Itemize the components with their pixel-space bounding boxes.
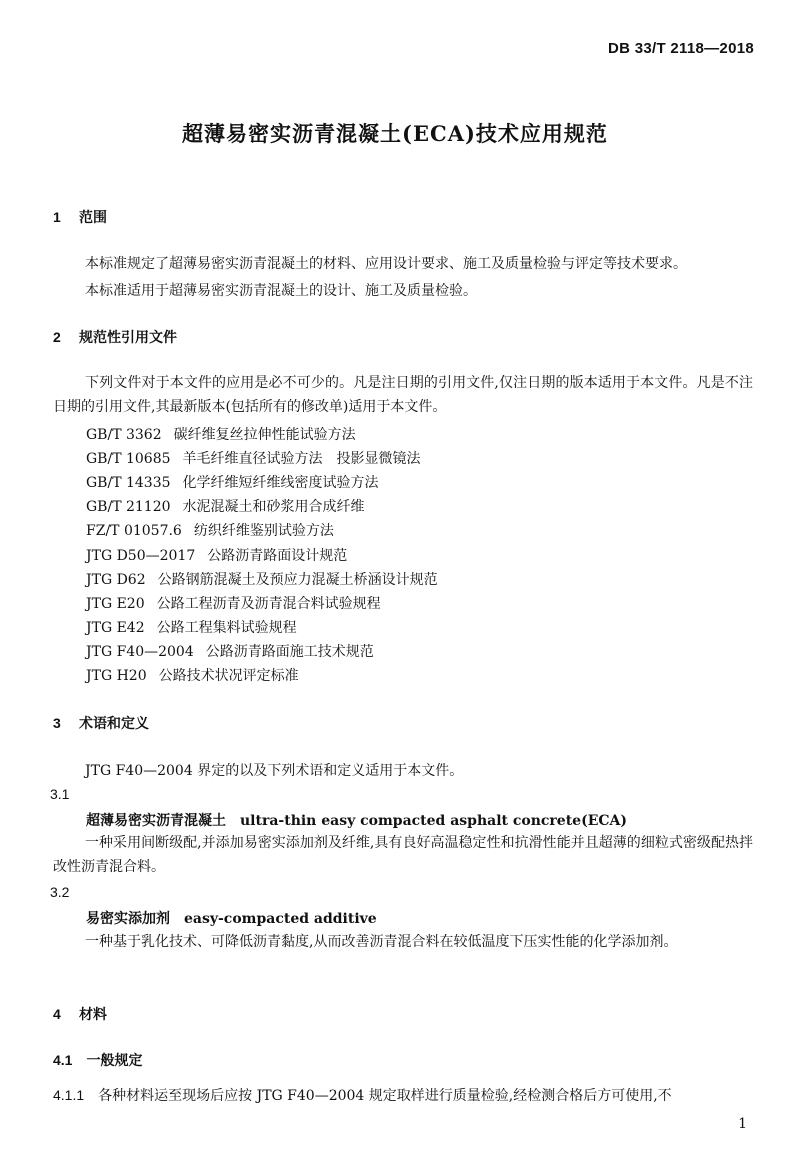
clause-4-1-1 (53, 1083, 672, 1108)
reference-title: 化学纤维短纤维线密度试验方法 (182, 475, 379, 491)
reference-code: JTG F40—2004 (86, 644, 194, 660)
section-number: 2 (53, 329, 61, 345)
terms-intro: JTG F40—2004 界定的以及下列术语和定义适用于本文件。 (85, 763, 464, 779)
clause-number: 4.1.1 (53, 1087, 85, 1103)
reference-code: GB/T 21120 (86, 499, 171, 515)
reference-code: JTG D62 (86, 572, 146, 588)
reference-title: 纺织纤维鉴别试验方法 (193, 523, 334, 539)
section-1-heading (53, 207, 107, 227)
reference-code: JTG E42 (86, 620, 145, 636)
reference-code: GB/T 14335 (86, 475, 171, 491)
section-number: 4 (53, 1006, 61, 1022)
reference-item (86, 472, 379, 492)
term-number: 3.1 (50, 786, 70, 802)
reference-item (86, 496, 365, 516)
term-heading (86, 810, 627, 830)
reference-item (86, 448, 421, 468)
reference-item (86, 665, 299, 685)
section-number: 3 (53, 715, 61, 731)
section-title: 范围 (79, 209, 107, 225)
subsection-number: 4.1 (53, 1052, 73, 1068)
term-english: easy-compacted additive (184, 911, 377, 927)
reference-title: 公路沥青路面设计规范 (207, 548, 348, 564)
reference-title: 公路工程集料试验规程 (156, 620, 297, 636)
section-4-heading (53, 1004, 107, 1024)
reference-code: GB/T 10685 (86, 451, 171, 467)
scope-paragraph-1: 本标准规定了超薄易密实沥青混凝土的材料、应用设计要求、施工及质量检验与评定等技术要求。 (85, 256, 687, 272)
document-number: DB 33/T 2118—2018 (607, 40, 754, 57)
reference-code: JTG H20 (86, 668, 147, 684)
term-english: ultra-thin easy compacted asphalt concrete(ECA) (240, 813, 628, 829)
references-intro: 下列文件对于本文件的应用是必不可少的。凡是注日期的引用文件,仅注日期的版本适用于本文件。凡是不注日期的引用文件,其最新版本(包括所有的修改单)适用于本文件。 (53, 375, 753, 415)
page-number: 1 (738, 1116, 747, 1132)
reference-item (86, 617, 297, 637)
reference-title: 公路钢筋混凝土及预应力混凝土桥涵设计规范 (157, 572, 438, 588)
clause-text: 各种材料运至现场后应按 JTG F40—2004 规定取样进行质量检验,经检测合格后方可使用,不 (98, 1088, 672, 1104)
reference-code: JTG E20 (86, 596, 145, 612)
reference-item (86, 520, 334, 540)
reference-code: GB/T 3362 (86, 427, 162, 443)
term-chinese: 易密实添加剂 (86, 911, 170, 927)
reference-item (86, 641, 374, 661)
reference-title: 羊毛纤维直径试验方法 投影显微镜法 (182, 451, 421, 467)
reference-title: 公路沥青路面施工技术规范 (205, 644, 374, 660)
subsection-4-1-heading (53, 1050, 142, 1070)
reference-item (86, 569, 438, 589)
section-number: 1 (53, 209, 61, 225)
section-title: 规范性引用文件 (79, 329, 177, 345)
term-definition: 一种基于乳化技术、可降低沥青黏度,从而改善沥青混合料在较低温度下压实性能的化学添加剂。 (85, 934, 678, 950)
scope-paragraph-2: 本标准适用于超薄易密实沥青混凝土的设计、施工及质量检验。 (85, 283, 477, 299)
section-2-heading (53, 327, 177, 347)
term-heading (86, 908, 377, 928)
term-definition: 一种采用间断级配,并添加易密实添加剂及纤维,具有良好高温稳定性和抗滑性能并且超薄的细粒式密级配热拌改性沥青混合料。 (53, 835, 753, 875)
reference-title: 碳纤维复丝拉伸性能试验方法 (173, 427, 356, 443)
section-title: 术语和定义 (79, 715, 149, 731)
reference-title: 水泥混凝土和砂浆用合成纤维 (182, 499, 365, 515)
reference-item (86, 593, 381, 613)
section-3-heading (53, 713, 149, 733)
reference-item (86, 545, 347, 565)
document-title: 超薄易密实沥青混凝土(ECA)技术应用规范 (182, 121, 608, 146)
subsection-title: 一般规定 (86, 1052, 143, 1068)
reference-title: 公路工程沥青及沥青混合料试验规程 (156, 596, 381, 612)
reference-code: JTG D50—2017 (86, 548, 196, 564)
section-title: 材料 (79, 1006, 107, 1022)
term-number: 3.2 (50, 884, 70, 900)
reference-item (86, 424, 356, 444)
term-chinese: 超薄易密实沥青混凝土 (86, 813, 226, 829)
reference-code: FZ/T 01057.6 (86, 523, 182, 539)
reference-title: 公路技术状况评定标准 (158, 668, 299, 684)
